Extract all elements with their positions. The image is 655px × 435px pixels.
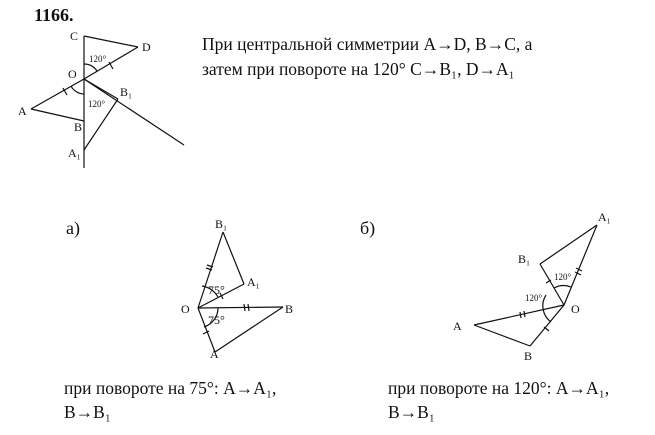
part-a-caption-line-1: при повороте на 75°: A→A₁, — [64, 378, 277, 398]
part-a-label: а) — [66, 218, 80, 238]
statement-line-2: затем при повороте на 120° C→B₁, D→A₁ — [202, 59, 515, 79]
angle-label-top: 120° — [554, 272, 572, 282]
arc-top — [84, 64, 97, 71]
angle-label-left: 120° — [525, 293, 543, 303]
arc-120-top — [554, 286, 571, 288]
label-b1: B₁ — [518, 252, 531, 266]
label-a1: A₁ — [247, 275, 260, 289]
seg-b-a — [215, 307, 283, 352]
part-a-caption — [64, 376, 276, 424]
label-a1: A₁ — [68, 146, 81, 160]
label-a: A — [210, 347, 219, 360]
label-d: D — [142, 40, 151, 54]
angle-label-bottom: 75° — [208, 313, 225, 327]
angle-label-top: 120° — [89, 54, 107, 64]
long-ray — [84, 79, 184, 145]
label-a: A — [453, 319, 462, 333]
label-b1: B₁ — [120, 85, 133, 99]
statement-line-1: При центральной симметрии A→D, B→C, а — [202, 34, 533, 54]
part-b-caption-line-2: B→B₁ — [388, 402, 435, 422]
label-o: O — [571, 302, 580, 316]
part-b-caption — [388, 376, 609, 424]
seg-cd — [84, 36, 138, 47]
label-o: O — [181, 302, 190, 316]
seg-a-b — [474, 325, 530, 346]
figure-a — [170, 210, 310, 360]
arc-bottom — [71, 86, 84, 94]
part-a-caption-line-2: B→B₁ — [64, 402, 111, 422]
figure-b — [440, 205, 620, 360]
label-c: C — [70, 29, 79, 43]
label-a: A — [18, 104, 27, 118]
label-b1: B₁ — [215, 217, 228, 231]
angle-label-top: 75° — [208, 283, 225, 297]
angle-label-bottom: 120° — [88, 99, 106, 109]
problem-statement — [202, 32, 532, 82]
part-b-label: б) — [360, 218, 376, 238]
label-b: B — [524, 349, 533, 360]
label-b: B — [74, 120, 83, 134]
seg-o-b — [198, 307, 283, 308]
label-o: O — [68, 67, 77, 81]
label-a1: A₁ — [598, 210, 611, 224]
main-figure — [0, 0, 200, 175]
seg-b1-a1 — [223, 232, 244, 284]
part-b-caption-line-1: при повороте на 120°: A→A₁, — [388, 378, 610, 398]
problem-number: 1166. — [34, 5, 74, 25]
seg-ao — [31, 79, 84, 109]
label-b: B — [285, 302, 294, 316]
